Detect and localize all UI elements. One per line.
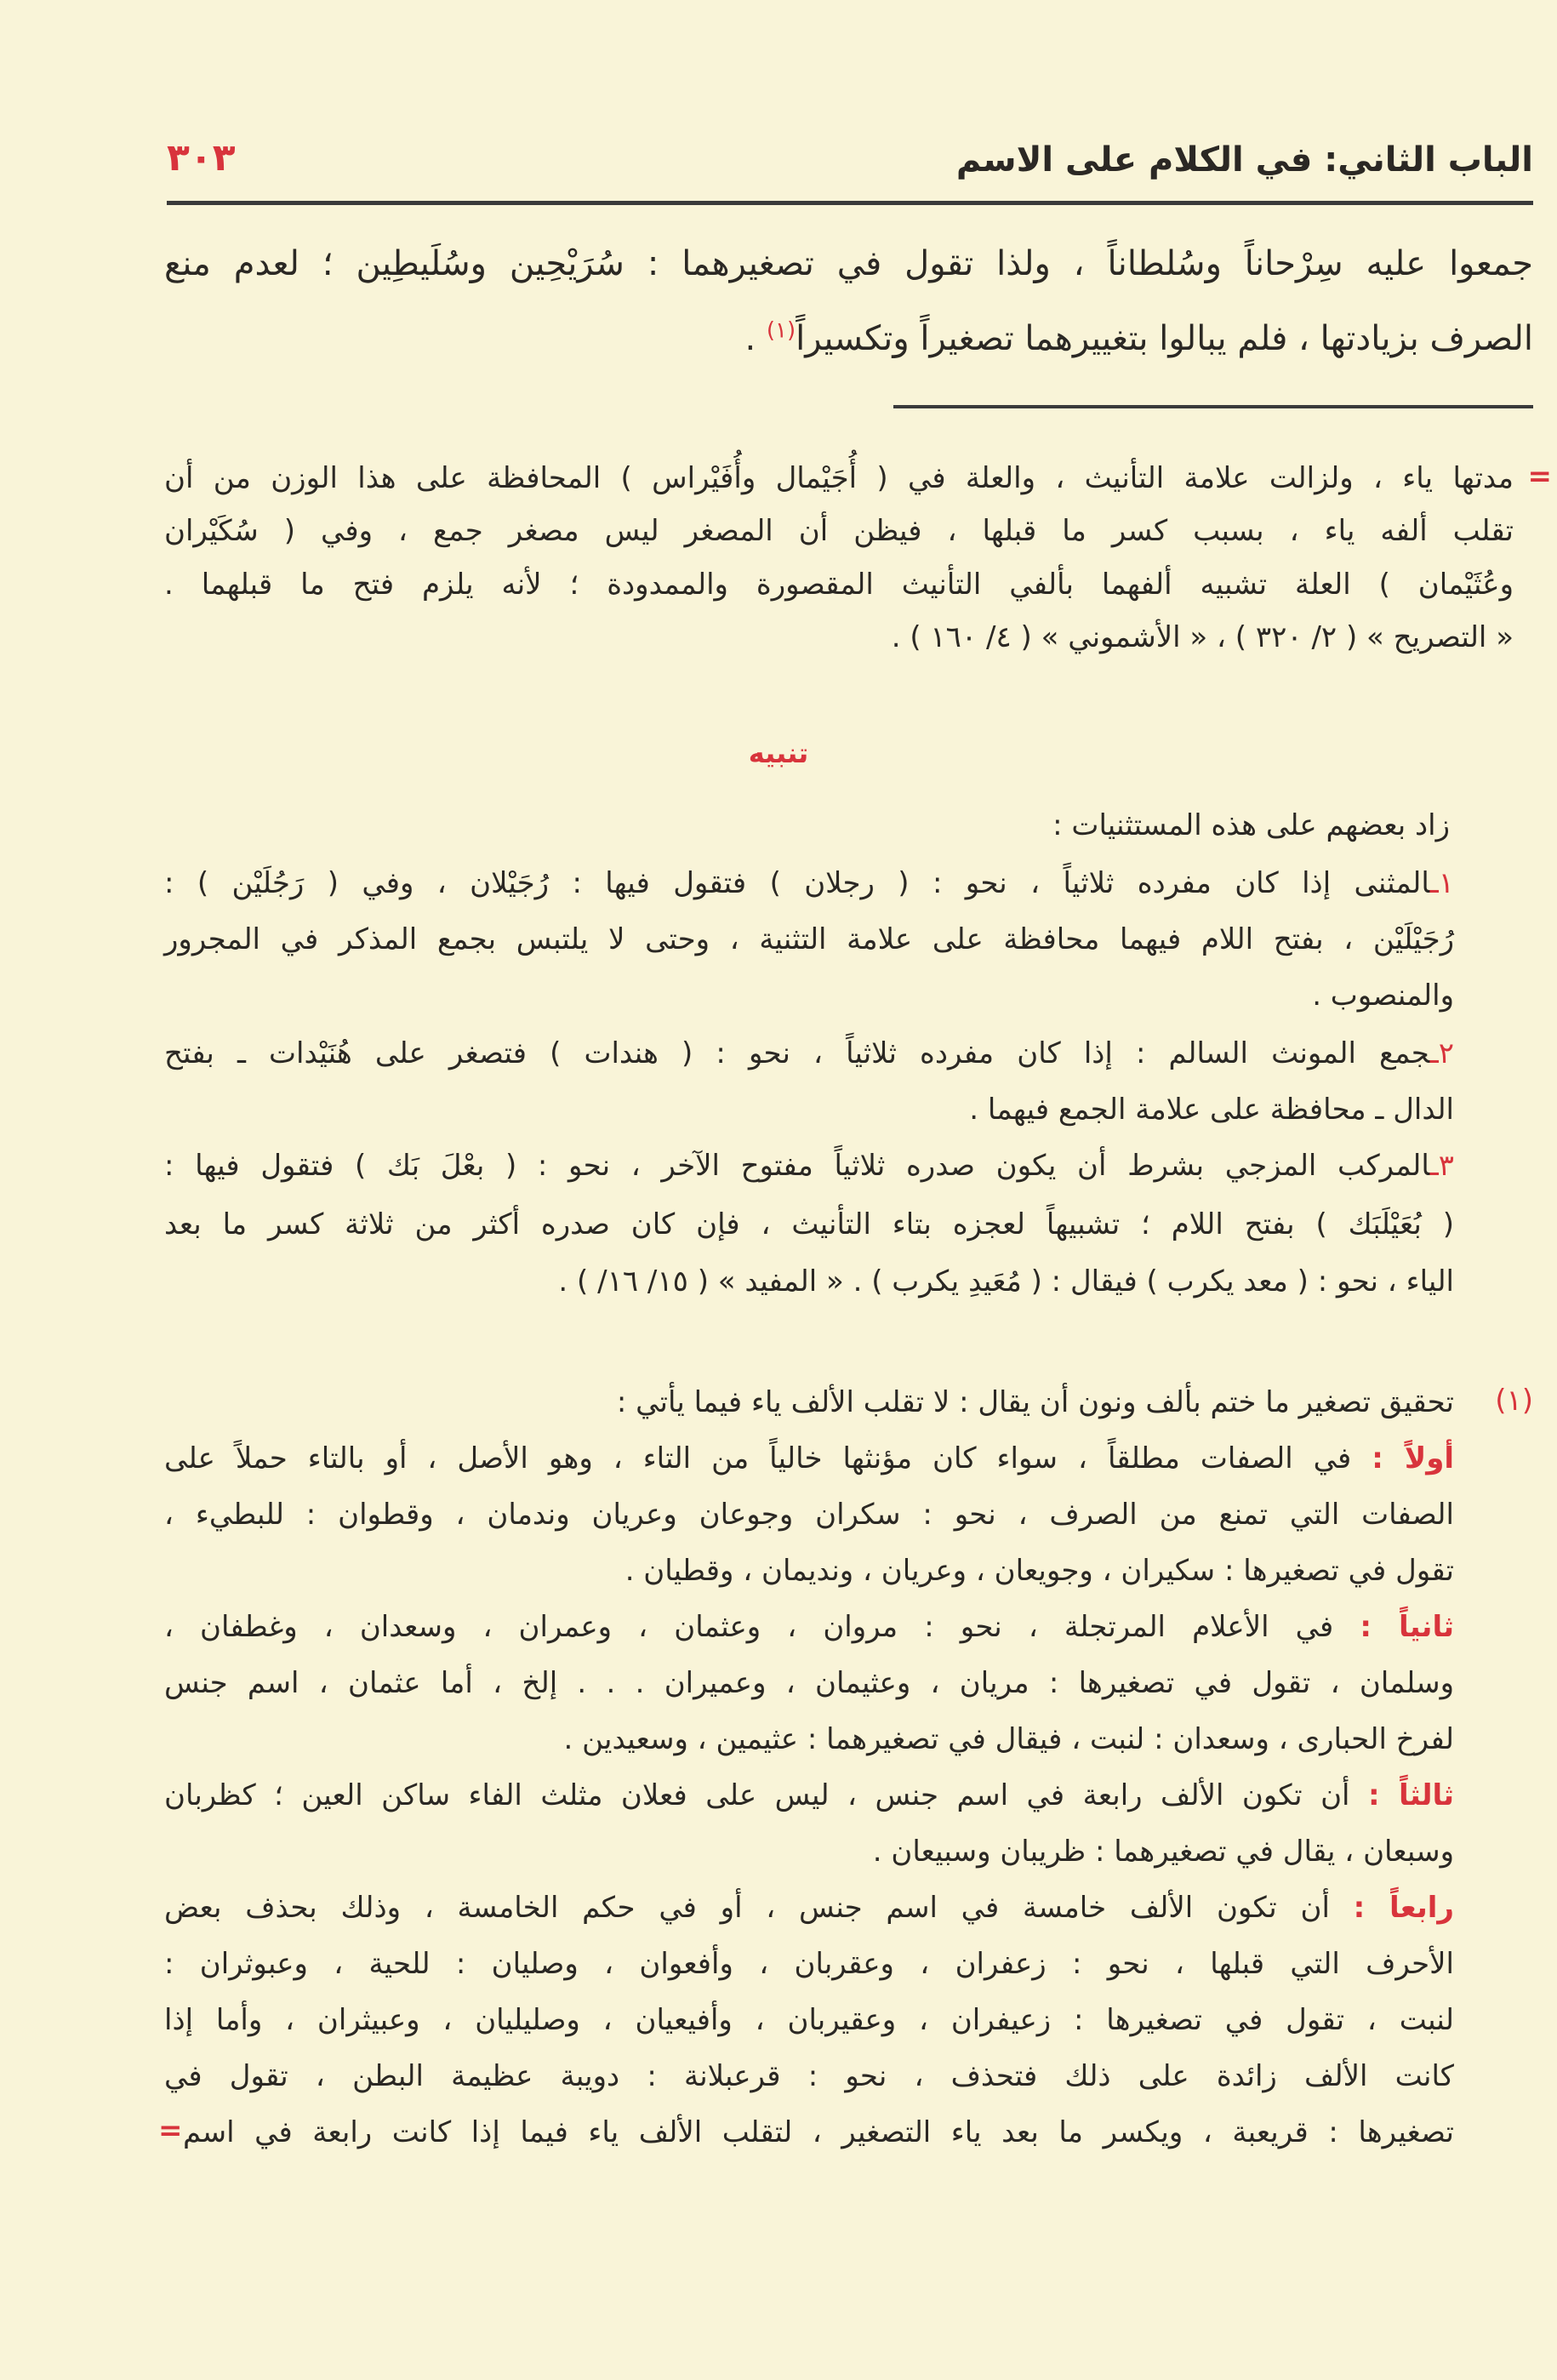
footnote-line: لفرخ الحبارى ، وسعدان : لنبت ، فيقال في تصغيرهما : عثيمين ، وسعيدين . — [563, 1722, 1454, 1756]
section-label: ثانياً : — [1360, 1610, 1454, 1644]
footnote-line: تقول في تصغيرها : سكيران ، وجويعان ، وعريان ، ونديمان ، وقطيان . — [625, 1554, 1454, 1588]
chapter-title: الباب الثاني: في الكلام على الاسم — [955, 140, 1533, 180]
tanbih-line: الدال ـ محافظة على علامة الجمع فيهما . — [969, 1093, 1454, 1127]
footnote-line: كانت الألف زائدة على ذلك فتحذف ، نحو : قرعبلانة : دويبة عظيمة البطن ، تقول في — [164, 2059, 1454, 2093]
footnote-line: تصغيرها : قريعبة ، ويكسر ما بعد ياء التصغير ، لتقلب الألف ياء فيما إذا كانت رابعة في اسم — [183, 2115, 1454, 2149]
body-text: الصرف بزيادتها ، فلم يبالوا بتغييرهما تصغيراً وتكسيراً — [796, 319, 1533, 358]
section-text: في الصفات مطلقاً ، سواء كان مؤنثها خالياً من التاء ، وهو الأصل ، أو بالتاء حملاً على — [164, 1441, 1352, 1475]
tanbih-item-3 — [164, 1147, 1454, 1184]
body-line: جمعوا عليه سِرْحاناً وسُلطاناً ، ولذا تقول في تصغيرهما : سُرَيْحِين وسُلَيطِين ؛ لعدم منع — [164, 244, 1533, 283]
item-number: ١ـ — [1429, 866, 1454, 900]
section-text: أن تكون الألف خامسة في اسم جنس ، أو في حكم الخامسة ، وذلك بحذف بعض — [164, 1891, 1330, 1925]
tanbih-line: رُجَيْلَيْن ، بفتح اللام فيهما محافظة على علامة التثنية ، وحتى لا يلتبس بجمع المذكر في المجرور — [164, 922, 1454, 956]
section-first — [164, 1440, 1454, 1477]
item-number: ٣ـ — [1429, 1149, 1454, 1183]
tanbih-heading: تنبيه — [748, 737, 809, 769]
footnote-line: الأحرف التي قبلها ، نحو : زعفران ، وعقربان ، وأفعوان ، وصليان : للحية ، وعبوثران : — [164, 1947, 1454, 1981]
page-number: ٣٠٣ — [167, 136, 236, 180]
section-label: ثالثاً : — [1367, 1778, 1454, 1812]
footnote-separator — [893, 405, 1533, 408]
body-line — [164, 317, 1533, 361]
section-third — [164, 1777, 1454, 1814]
footnote-intro: تحقيق تصغير ما ختم بألف ونون أن يقال : لا تقلب الألف ياء فيما يأتي : — [616, 1385, 1454, 1419]
header-rule — [167, 201, 1533, 205]
footnote-ref[interactable]: (١) — [766, 317, 796, 344]
tanbih-line: الياء ، نحو : ( معد يكرب ) فيقال : ( مُعَيدِ يكرب ) . « المفيد » ( ١٥/ ١٦/ ) . — [558, 1264, 1454, 1298]
footnote-line: « التصريح » ( ٢/ ٣٢٠ ) ، « الأشموني » ( ٤/ ١٦٠ ) . — [891, 620, 1514, 654]
body-text: . — [744, 319, 767, 358]
section-fourth — [164, 1889, 1454, 1926]
item-text: المثنى إذا كان مفرده ثلاثياً ، نحو : ( رجلان ) فتقول فيها : رُجَيْلان ، وفي ( رَجُلَيْن ) : — [164, 866, 1430, 900]
footnote-line: مدتها ياء ، ولزالت علامة التأنيث ، والعلة في ( أُجَيْمال وأُفَيْراس ) المحافظة على هذا الوزن من أن — [164, 461, 1514, 495]
continuation-mark-bottom: = — [158, 2114, 183, 2148]
continuation-mark: = — [1527, 459, 1552, 494]
footnote-line: الصفات التي تمنع من الصرف ، نحو : سكران وجوعان وعريان وندمان ، وقطوان : للبطيء ، — [164, 1498, 1454, 1532]
item-text: جمع المونث السالم : إذا كان مفرده ثلاثياً ، نحو : ( هندات ) فتصغر على هُنَيْدات ـ بفتح — [164, 1036, 1430, 1070]
section-text: في الأعلام المرتجلة ، نحو : مروان ، وعثمان ، وعمران ، وسعدان ، وغطفان ، — [164, 1610, 1334, 1644]
tanbih-item-2 — [164, 1035, 1454, 1072]
footnote-marker: (١) — [1495, 1384, 1533, 1418]
footnote-line: لنبت ، تقول في تصغيرها : زعيفران ، وعقيربان ، وأفيعيان ، وصليليان ، وعبيثران ، وأما إذا — [164, 2003, 1454, 2037]
tanbih-line: والمنصوب . — [1312, 979, 1454, 1013]
section-label: رابعاً : — [1353, 1891, 1454, 1925]
footnote-line: وعُثَيْمان ) العلة تشبيه ألفهما بألفي التأنيث المقصورة والممدودة ؛ لأنه يلزم فتح ما قبلهما . — [164, 568, 1514, 602]
footnote-line: تقلب ألفه ياء ، بسبب كسر ما قبلها ، فيظن أن المصغر ليس مصغر جمع ، وفي ( سُكَيْران — [164, 514, 1514, 548]
footnote-line: وسبعان ، يقال في تصغيرهما : ظريبان وسبيعان . — [872, 1835, 1454, 1869]
tanbih-line: ( بُعَيْلَبَك ) بفتح اللام ؛ تشبيهاً لعجزه بتاء التأنيث ، فإن كان صدره أكثر من ثلاثة كسر ما بعد — [164, 1207, 1454, 1241]
section-second — [164, 1608, 1454, 1646]
item-number: ٢ـ — [1429, 1036, 1454, 1070]
tanbih-item-1 — [164, 865, 1454, 902]
tanbih-intro: زاد بعضهم على هذه المستثنيات : — [1052, 808, 1450, 842]
footnote-line: وسلمان ، تقول في تصغيرها : مريان ، وعثيمان ، وعميران . . . إلخ ، أما عثمان ، اسم جنس — [164, 1666, 1454, 1700]
section-text: أن تكون الألف رابعة في اسم جنس ، ليس على فعلان مثلث الفاء ساكن العين ؛ كظربان — [164, 1778, 1350, 1812]
section-label: أولاً : — [1372, 1441, 1454, 1475]
item-text: المركب المزجي بشرط أن يكون صدره ثلاثياً مفتوح الآخر ، نحو : ( بعْلَ بَك ) فتقول فيها : — [164, 1149, 1430, 1183]
